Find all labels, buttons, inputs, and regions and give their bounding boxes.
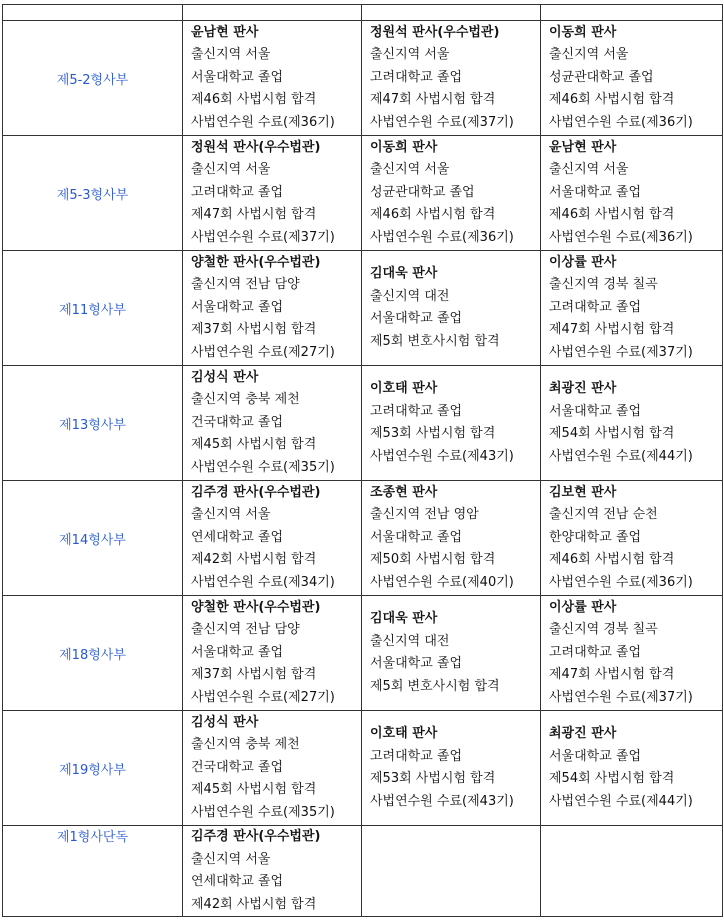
- judge-cell: [541, 711, 723, 826]
- judge-profile: [183, 367, 361, 480]
- judge-profile: [183, 22, 361, 135]
- judge-detail: 출신지역 대전: [370, 288, 450, 304]
- judge-detail: 사법연수원 수료(제43기): [370, 793, 514, 809]
- judge-detail: 제46회 사법시험 합격: [549, 92, 675, 108]
- judge-detail: 제46회 사법시험 합격: [549, 207, 675, 223]
- header-cell: [541, 5, 723, 21]
- judge-detail: 사법연수원 수료(제36기): [549, 114, 693, 130]
- judge-name: 김대욱 판사: [370, 611, 438, 626]
- judge-detail: 한양대학교 졸업: [549, 529, 642, 545]
- judge-detail: 출신지역 서울: [191, 507, 271, 523]
- judge-detail: 제42회 사법시험 합격: [191, 896, 317, 912]
- judge-cell: [183, 21, 362, 136]
- header-cell: [183, 5, 362, 21]
- judge-detail: 제54회 사법시험 합격: [549, 771, 675, 786]
- judge-cell: [183, 826, 362, 917]
- judge-detail: 성균관대학교 졸업: [549, 69, 654, 85]
- judge-detail: 제45회 사법시험 합격: [191, 437, 317, 453]
- judge-detail: 제47회 사법시험 합격: [191, 207, 317, 223]
- judge-detail: 제46회 사법시험 합격: [370, 207, 496, 223]
- judge-detail: 서울대학교 졸업: [191, 299, 284, 315]
- judge-profile: [183, 252, 361, 365]
- judge-detail: 고려대학교 졸업: [549, 299, 642, 315]
- judge-detail: 출신지역 서울: [191, 47, 271, 63]
- judge-profile: [541, 482, 722, 595]
- roster-body: [3, 5, 723, 917]
- judge-cell: [362, 136, 541, 251]
- division-row: [3, 366, 723, 481]
- judge-profile: [541, 378, 722, 468]
- judge-name: 김보현 판사: [549, 484, 617, 500]
- judge-detail: 출신지역 전남 영암: [370, 507, 479, 523]
- judge-name: 최광진 판사: [549, 381, 617, 396]
- judge-profile: [183, 597, 361, 710]
- judge-cell: [541, 596, 723, 711]
- judge-detail: 사법연수원 수료(제37기): [549, 689, 693, 705]
- judge-detail: 출신지역 경북 칠곡: [549, 277, 658, 293]
- judge-profile: [362, 378, 540, 468]
- judge-detail: 제45회 사법시험 합격: [191, 782, 317, 798]
- judge-name: 김대욱 판사: [370, 266, 438, 281]
- judge-cell: [362, 596, 541, 711]
- judge-detail: 건국대학교 졸업: [191, 759, 284, 775]
- judge-detail: 고려대학교 졸업: [370, 748, 463, 764]
- judge-detail: 제47회 사법시험 합격: [549, 322, 675, 338]
- judge-detail: 사법연수원 수료(제37기): [370, 114, 514, 130]
- judge-cell: [362, 251, 541, 366]
- judge-detail: 사법연수원 수료(제44기): [549, 448, 693, 464]
- judge-cell: [541, 251, 723, 366]
- judge-name: 양철한 판사(우수법관): [191, 254, 321, 270]
- judge-cell: [362, 711, 541, 826]
- judge-detail: 연세대학교 졸업: [191, 874, 284, 889]
- header-cell: [362, 5, 541, 21]
- division-name: 제1형사단독: [3, 826, 183, 917]
- judge-detail: 출신지역 서울: [191, 162, 271, 178]
- judge-profile: [183, 482, 361, 595]
- judge-cell: [183, 711, 362, 826]
- judge-profile: [541, 252, 722, 365]
- judge-detail: 사법연수원 수료(제40기): [370, 574, 514, 590]
- judge-detail: 제54회 사법시험 합격: [549, 426, 675, 441]
- division-name: 제14형사부: [3, 481, 183, 596]
- judge-detail: 서울대학교 졸업: [191, 644, 284, 660]
- judge-detail: 제37회 사법시험 합격: [191, 322, 317, 338]
- judge-profile: [362, 22, 540, 135]
- judge-detail: 서울대학교 졸업: [549, 184, 642, 200]
- judge-name: 정원석 판사(우수법관): [370, 24, 500, 40]
- division-name: 제13형사부: [3, 366, 183, 481]
- judge-detail: 서울대학교 졸업: [370, 311, 463, 326]
- judge-name: 김주경 판사(우수법관): [191, 484, 321, 500]
- judge-detail: 서울대학교 졸업: [549, 403, 642, 419]
- judge-detail: 고려대학교 졸업: [370, 403, 463, 419]
- judge-name: 김성식 판사: [191, 714, 259, 730]
- judge-detail: 사법연수원 수료(제43기): [370, 448, 514, 464]
- judge-detail: 사법연수원 수료(제44기): [549, 793, 693, 809]
- judge-detail: 제46회 사법시험 합격: [549, 552, 675, 568]
- judge-cell: [541, 826, 723, 917]
- judge-detail: 서울대학교 졸업: [370, 529, 463, 545]
- judge-cell: [183, 596, 362, 711]
- judge-name: 이호태 판사: [370, 381, 438, 396]
- judge-cell: [183, 251, 362, 366]
- judge-detail: 출신지역 대전: [370, 633, 450, 649]
- judge-detail: 출신지역 충북 제천: [191, 737, 300, 753]
- division-row: [3, 711, 723, 826]
- judge-cell: [541, 481, 723, 596]
- judge-name: 최광진 판사: [549, 726, 617, 741]
- judge-detail: 고려대학교 졸업: [191, 184, 284, 200]
- division-name: 제5-3형사부: [3, 136, 183, 251]
- judge-profile: [362, 482, 540, 595]
- judge-detail: 제37회 사법시험 합격: [191, 667, 317, 683]
- judge-detail: 성균관대학교 졸업: [370, 184, 475, 200]
- judge-profile: [362, 137, 540, 250]
- judge-detail: 출신지역 서울: [370, 47, 450, 63]
- judge-name: 이상률 판사: [549, 599, 617, 615]
- judge-detail: 사법연수원 수료(제35기): [191, 804, 335, 820]
- division-name: 제11형사부: [3, 251, 183, 366]
- judge-detail: 제47회 사법시험 합격: [370, 92, 496, 108]
- judge-detail: 사법연수원 수료(제36기): [549, 574, 693, 590]
- judge-detail: 제50회 사법시험 합격: [370, 552, 496, 568]
- judge-detail: 고려대학교 졸업: [549, 644, 642, 660]
- judge-detail: 서울대학교 졸업: [370, 656, 463, 671]
- judge-name: 김주경 판사(우수법관): [191, 829, 321, 844]
- judge-detail: 출신지역 서울: [370, 162, 450, 178]
- judge-name: 윤남현 판사: [549, 139, 617, 155]
- judge-detail: 사법연수원 수료(제27기): [191, 344, 335, 360]
- judge-name: 이동희 판사: [370, 139, 438, 155]
- judge-detail: 출신지역 서울: [191, 851, 271, 867]
- judge-cell: [541, 136, 723, 251]
- judge-profile: [362, 723, 540, 813]
- judge-name: 조종현 판사: [370, 484, 438, 500]
- judge-profile: [541, 22, 722, 135]
- judge-profile: [362, 263, 540, 353]
- judge-cell: [362, 481, 541, 596]
- judge-cell: [362, 366, 541, 481]
- judge-roster-table: [2, 4, 723, 917]
- judge-detail: 사법연수원 수료(제36기): [191, 114, 335, 130]
- judge-name: 정원석 판사(우수법관): [191, 139, 321, 155]
- judge-name: 이호태 판사: [370, 726, 438, 741]
- division-row: [3, 251, 723, 366]
- judge-detail: 사법연수원 수료(제36기): [549, 229, 693, 245]
- division-row: [3, 21, 723, 136]
- division-row: [3, 136, 723, 251]
- judge-cell: [183, 481, 362, 596]
- judge-detail: 서울대학교 졸업: [549, 748, 642, 764]
- judge-profile: [183, 137, 361, 250]
- judge-detail: 출신지역 충북 제천: [191, 392, 300, 408]
- judge-cell: [183, 366, 362, 481]
- judge-detail: 제46회 사법시험 합격: [191, 92, 317, 108]
- judge-profile: [362, 608, 540, 698]
- judge-detail: 사법연수원 수료(제27기): [191, 689, 335, 705]
- judge-cell: [362, 21, 541, 136]
- judge-cell: [183, 136, 362, 251]
- division-row: [3, 596, 723, 711]
- judge-detail: 제53회 사법시험 합격: [370, 771, 496, 786]
- judge-detail: 건국대학교 졸업: [191, 414, 284, 430]
- judge-detail: 연세대학교 졸업: [191, 529, 284, 545]
- judge-detail: 출신지역 서울: [549, 47, 629, 63]
- judge-detail: 사법연수원 수료(제35기): [191, 459, 335, 475]
- judge-profile: [541, 597, 722, 710]
- header-cell: [3, 5, 183, 21]
- judge-cell: [541, 366, 723, 481]
- judge-cell: [362, 826, 541, 917]
- judge-profile: [541, 137, 722, 250]
- judge-detail: 출신지역 서울: [549, 162, 629, 178]
- judge-profile: [183, 826, 361, 916]
- judge-detail: 제47회 사법시험 합격: [549, 667, 675, 683]
- judge-name: 이상률 판사: [549, 254, 617, 270]
- judge-detail: 서울대학교 졸업: [191, 69, 284, 85]
- division-name: 제19형사부: [3, 711, 183, 826]
- judge-name: 이동희 판사: [549, 24, 617, 40]
- judge-detail: 제5회 변호사시험 합격: [370, 333, 500, 349]
- division-row: [3, 826, 723, 917]
- judge-detail: 제53회 사법시험 합격: [370, 426, 496, 441]
- judge-detail: 출신지역 전남 담양: [191, 277, 300, 293]
- judge-detail: 출신지역 경북 칠곡: [549, 622, 658, 638]
- division-row: [3, 481, 723, 596]
- header-row: [3, 5, 723, 21]
- judge-detail: 고려대학교 졸업: [370, 69, 463, 85]
- judge-profile: [183, 712, 361, 825]
- judge-name: 양철한 판사(우수법관): [191, 599, 321, 615]
- judge-detail: 제42회 사법시험 합격: [191, 552, 317, 568]
- judge-cell: [541, 21, 723, 136]
- judge-detail: 사법연수원 수료(제37기): [549, 344, 693, 360]
- judge-name: 김성식 판사: [191, 369, 259, 385]
- division-name: 제5-2형사부: [3, 21, 183, 136]
- judge-detail: 사법연수원 수료(제37기): [191, 229, 335, 245]
- judge-detail: 사법연수원 수료(제34기): [191, 574, 335, 590]
- judge-detail: 출신지역 전남 담양: [191, 622, 300, 638]
- judge-name: 윤남현 판사: [191, 24, 259, 40]
- judge-profile: [541, 723, 722, 813]
- judge-detail: 사법연수원 수료(제36기): [370, 229, 514, 245]
- division-name: 제18형사부: [3, 596, 183, 711]
- judge-detail: 출신지역 전남 순천: [549, 507, 658, 523]
- judge-detail: 제5회 변호사시험 합격: [370, 678, 500, 694]
